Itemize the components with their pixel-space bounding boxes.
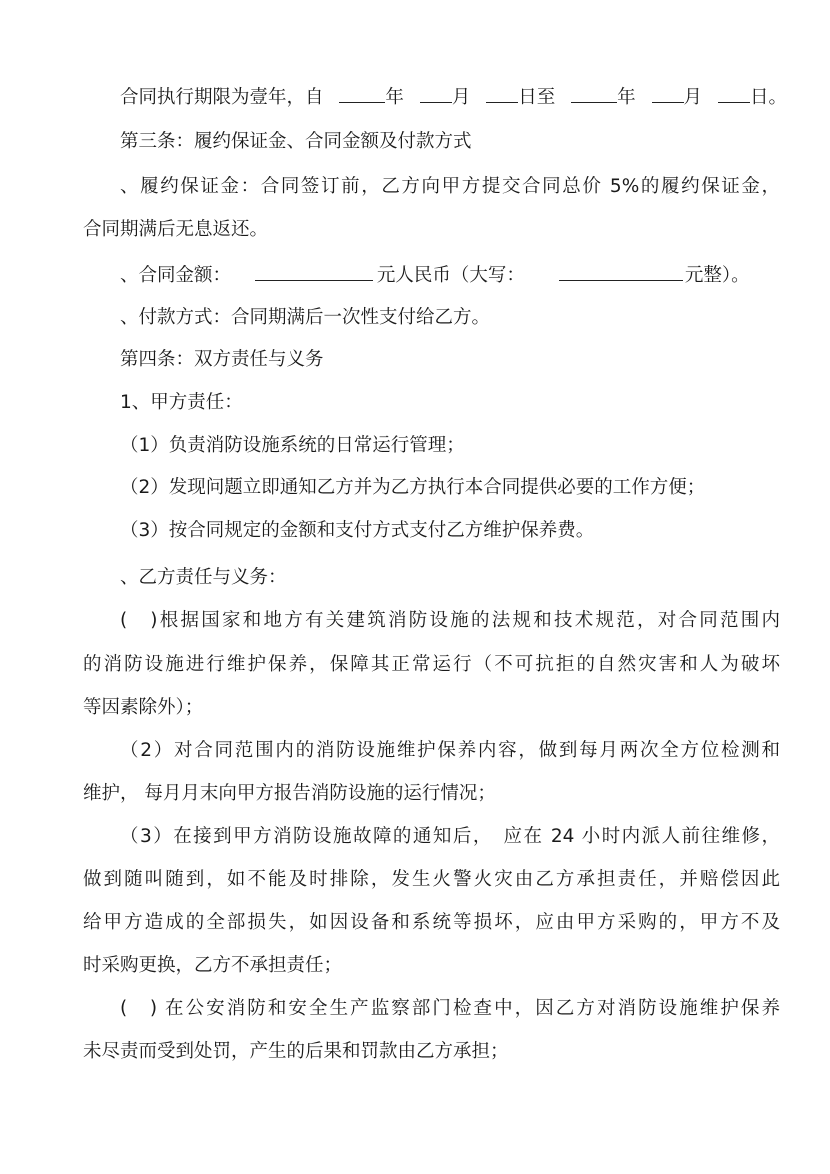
text-line: 合同期满后无息返还。 bbox=[83, 219, 269, 240]
text-line: ( )根据国家和地方有关建筑消防设施的法规和技术规范，对合同范围内 bbox=[120, 610, 780, 631]
article-4-heading: 第四条：双方责任与义务 bbox=[120, 349, 324, 370]
start-year-blank[interactable] bbox=[339, 84, 385, 103]
text-line: 等因素除外）； bbox=[83, 697, 204, 718]
amount-blank[interactable] bbox=[255, 262, 373, 281]
text-line: 维护， 每月月末向甲方报告消防设施的运行情况； bbox=[83, 783, 496, 804]
end-day-blank[interactable] bbox=[718, 84, 750, 103]
text-line: ( ) 在公安消防和安全生产监察部门检查中，因乙方对消防设施维护保养 bbox=[120, 998, 780, 1019]
text-line: 、付款方式：合同期满后一次性支付给乙方。 bbox=[120, 307, 491, 328]
text-line: （1）负责消防设施系统的日常运行管理； bbox=[120, 435, 465, 456]
year-label: 年 bbox=[617, 87, 636, 108]
amount-label: 、合同金额： bbox=[120, 265, 232, 286]
text-line: （2）对合同范围内的消防设施维护保养内容，做到每月两次全方位检测和 bbox=[120, 740, 780, 761]
text-line: 做到随叫随到，如不能及时排除，发生火警火灾由乙方承担责任，并赔偿因此 bbox=[83, 869, 780, 890]
rmb-label: 元人民币（大写： bbox=[376, 265, 525, 286]
contract-amount-line bbox=[120, 262, 780, 288]
term-label: 合同执行期限为壹年，自 bbox=[120, 87, 324, 108]
end-year-blank[interactable] bbox=[571, 84, 617, 103]
text-line: 的消防设施进行维护保养，保障其正常运行（不可抗拒的自然灾害和人为破坏 bbox=[83, 654, 780, 675]
text-line: 1、甲方责任： bbox=[120, 392, 243, 413]
day-label: 日。 bbox=[749, 87, 787, 108]
day-to-label: 日至 bbox=[518, 87, 556, 108]
end-month-blank[interactable] bbox=[652, 84, 684, 103]
text-line: 未尽责而受到处罚，产生的后果和罚款由乙方承担； bbox=[83, 1041, 509, 1062]
text-line: （3）按合同规定的金额和支付方式支付乙方维护保养费。 bbox=[120, 520, 595, 541]
year-label: 年 bbox=[385, 87, 404, 108]
month-label: 月 bbox=[451, 87, 471, 108]
article-3-heading: 第三条：履约保证金、合同金额及付款方式 bbox=[120, 131, 472, 152]
text-line: 时采购更换，乙方不承担责任； bbox=[83, 955, 343, 976]
start-day-blank[interactable] bbox=[486, 84, 518, 103]
month-label: 月 bbox=[683, 87, 703, 108]
text-line: 给甲方造成的全部损失，如因设备和系统等损坏，应由甲方采购的，甲方不及 bbox=[83, 912, 780, 933]
amount-end-label: 元整）。 bbox=[684, 265, 750, 286]
contract-term-line bbox=[120, 84, 787, 110]
text-line: 、乙方责任与义务： bbox=[120, 567, 287, 588]
text-line: 、履约保证金：合同签订前，乙方向甲方提交合同总价 5%的履约保证金， bbox=[120, 176, 780, 197]
start-month-blank[interactable] bbox=[420, 84, 452, 103]
text-line: （2）发现问题立即通知乙方并为乙方执行本合同提供必要的工作方便； bbox=[120, 477, 706, 498]
text-line: （3）在接到甲方消防设施故障的通知后， 应在 24 小时内派人前往维修， bbox=[120, 826, 780, 847]
amount-words-blank[interactable] bbox=[559, 262, 683, 281]
